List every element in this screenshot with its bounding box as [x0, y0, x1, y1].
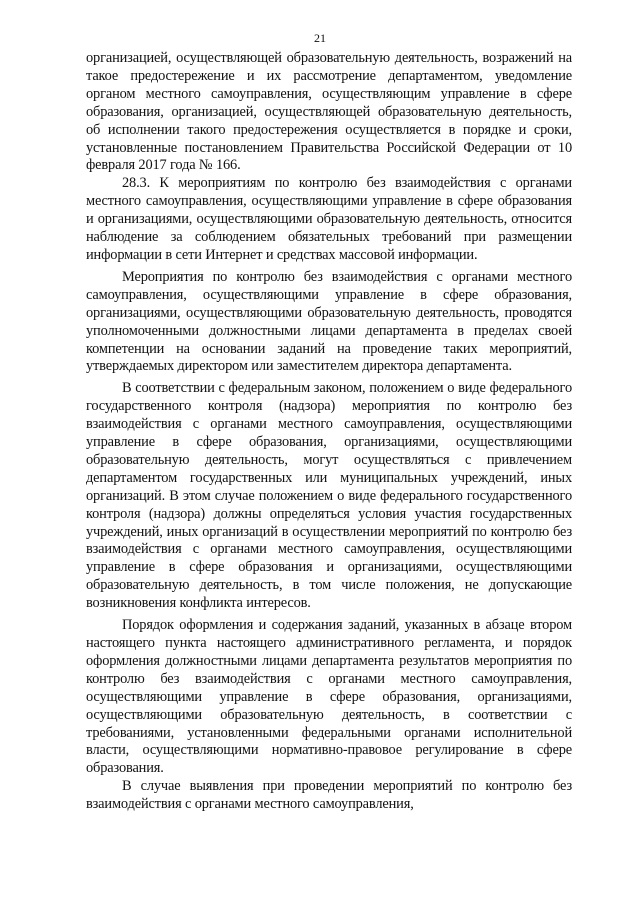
paragraph-detection-case: В случае выявления при проведении мероприятий по контролю без взаимодействия с органами местного самоуправления,	[86, 778, 572, 813]
paragraph-28-3: 28.3. К мероприятиям по контролю без взаимодействия с органами местного самоуправления, осуществляющими управление в сфере образования и организациями, осуществляющими образовательную деятельность, относится наблюдение за соблюдением обязательных требований при размещении информации в сети Интернет и средствах массовой информации.	[86, 175, 572, 263]
paragraph-control-measures: Мероприятия по контролю без взаимодействия с органами местного самоуправления, осуществляющими управление в сфере образования, организациями, осуществляющими образовательную деятельность, проводятся уполномоченными должностными лицами департамента в пределах своей компетенции на основании заданий на проведение таких мероприятий, утверждаемых директором или заместителем директора департамента.	[86, 268, 572, 375]
paragraph-task-procedure: Порядок оформления и содержания заданий, указанных в абзаце втором настоящего пункта настоящего административного регламента, и порядок оформления должностными лицами департамента результатов мероприятия по контролю без взаимодействия с органами местного самоуправления, осуществляющими управление в сфере образования, организациями, осуществляющими образовательную деятельность, в соответствии с требованиями, установленными федеральными органами исполнительной власти, осуществляющими нормативно-правовое регулирование в сфере образования.	[86, 617, 572, 777]
paragraph-continuation: организацией, осуществляющей образовательную деятельность, возражений на такое предостережение и их рассмотрение департаментом, уведомление органом местного самоуправления, осуществляющим управление в сфере образования, организацией, осуществляющей образовательную деятельность, об исполнении такого предостережения осуществляется в порядке и сроки, установленные постановлением Правительства Российской Федерации от 10 февраля 2017 года № 166.	[86, 50, 572, 174]
page-number: 21	[314, 31, 326, 45]
paragraph-federal-law: В соответствии с федеральным законом, положением о виде федерального государственного контроля (надзора) мероприятия по контролю без взаимодействия с органами местного самоуправления, осуществляющими управление в сфере образования, организациями, осуществляющими образовательную деятельность, могут осуществляться с привлечением департаментом государственных или муниципальных учреждений, иных организаций. В этом случае положением о виде федерального государственного контроля (надзора) должны определяться условия участия государственных учреждений, иных организаций в осуществлении мероприятий по контролю без взаимодействия с органами местного самоуправления, осуществляющими управление в сфере образования и организациями, осуществляющими образовательную деятельность, в том числе положения, не допускающие возникновения конфликта интересов.	[86, 380, 572, 612]
document-body	[86, 50, 572, 814]
